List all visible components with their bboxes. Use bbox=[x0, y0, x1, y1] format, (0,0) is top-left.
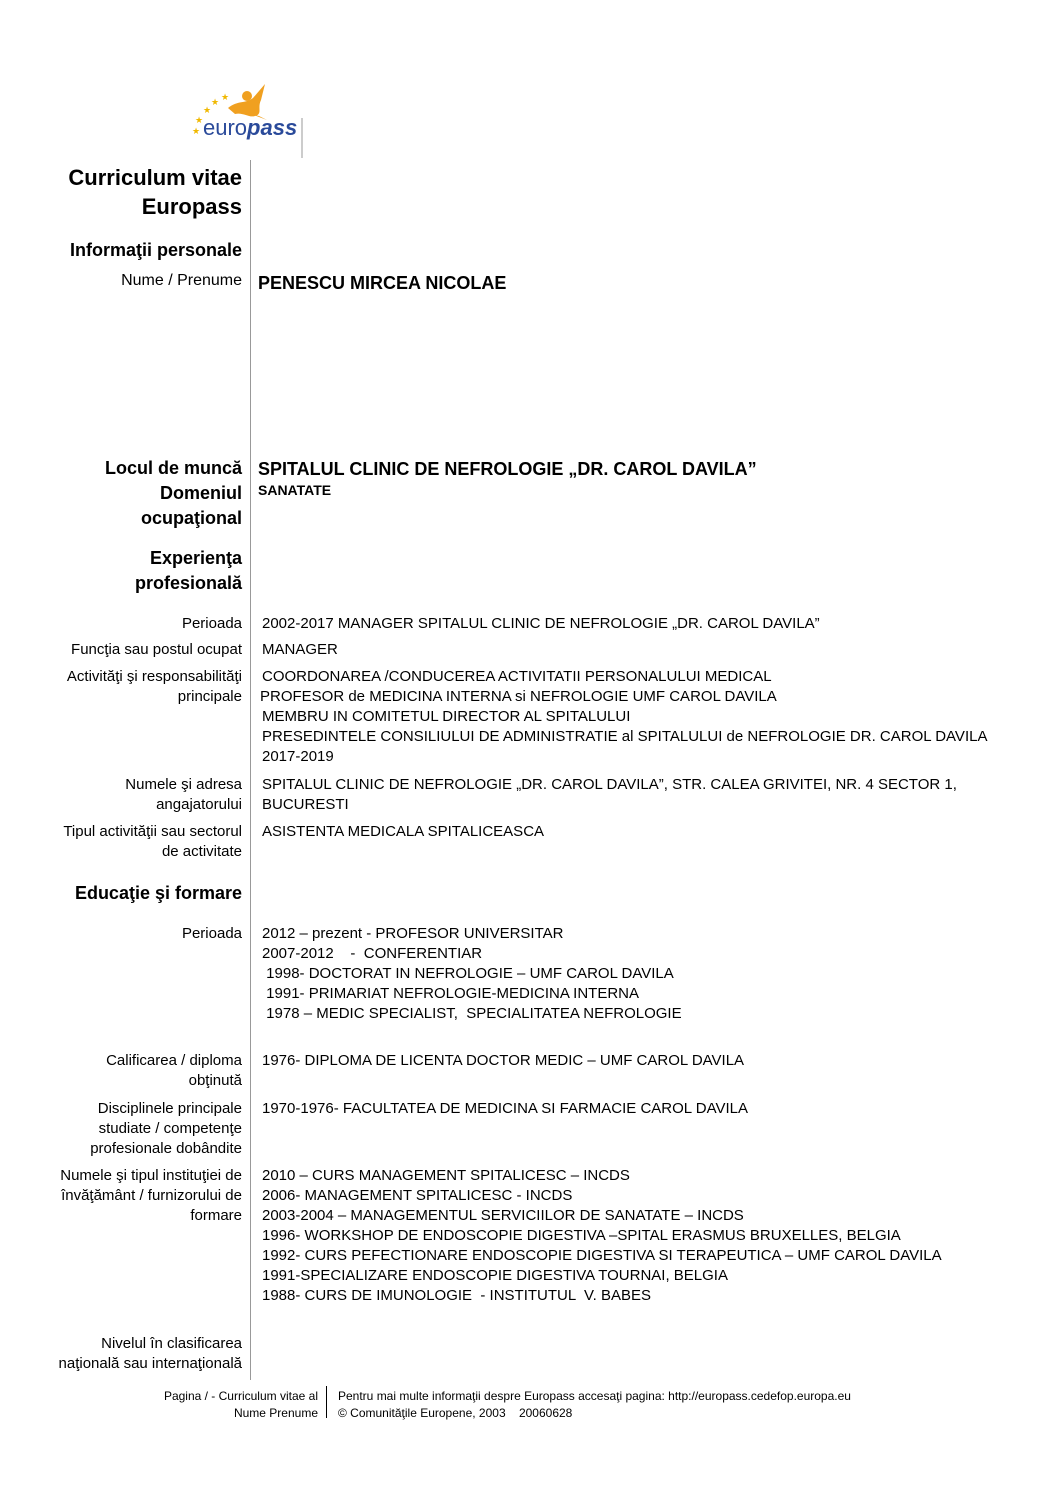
activities-label: Activităţi şi responsabilităţi principale bbox=[66, 668, 242, 705]
sector-value: ASISTENTA MEDICALA SPITALICEASCA bbox=[262, 823, 545, 840]
domain-value: SANATATE bbox=[258, 482, 332, 498]
cv-title: Curriculum vitae Europass bbox=[68, 165, 242, 219]
institutions-list bbox=[262, 1166, 942, 1306]
institution-label: Numele şi tipul instituţiei de învăţământ / furnizorului de formare bbox=[60, 1167, 242, 1224]
svg-text:★: ★ bbox=[211, 97, 220, 107]
list-item: 2010 – CURS MANAGEMENT SPITALICESC – INCDS bbox=[262, 1167, 630, 1184]
svg-text:★: ★ bbox=[192, 126, 201, 136]
workplace-label: Locul de muncă Domeniul ocupaţional bbox=[104, 458, 242, 528]
svg-text:★: ★ bbox=[221, 92, 230, 102]
list-item: 1978 – MEDIC SPECIALIST, SPECIALITATEA NEFROLOGIE bbox=[262, 1005, 682, 1022]
experience-period-label: Perioada bbox=[181, 615, 242, 632]
name-label: Nume / Prenume bbox=[121, 272, 242, 289]
qualification-label: Calificarea / diploma obţinută bbox=[106, 1052, 242, 1089]
education-periods bbox=[262, 924, 682, 1024]
section-experience: Experienţa profesională bbox=[134, 548, 242, 593]
list-item: 1996- WORKSHOP DE ENDOSCOPIE DIGESTIVA –SPITAL ERASMUS BRUXELLES, BELGIA bbox=[262, 1227, 901, 1244]
list-item: 2017-2019 bbox=[262, 748, 334, 765]
list-item: 1998- DOCTORAT IN NEFROLOGIE – UMF CAROL DAVILA bbox=[262, 965, 674, 982]
list-item: 1991-SPECIALIZARE ENDOSCOPIE DIGESTIVA TOURNAI, BELGIA bbox=[262, 1267, 728, 1284]
column-divider bbox=[250, 160, 251, 1380]
workplace-value: SPITALUL CLINIC DE NEFROLOGIE „DR. CAROL DAVILA” bbox=[258, 459, 757, 479]
list-item: MEMBRU IN COMITETUL DIRECTOR AL SPITALULUI bbox=[262, 708, 631, 725]
footer-divider bbox=[326, 1386, 327, 1418]
employer-value: SPITALUL CLINIC DE NEFROLOGIE „DR. CAROL DAVILA”, STR. CALEA GRIVITEI, NR. 4 SECTOR 1, BUCURESTI bbox=[262, 776, 957, 813]
function-value: MANAGER bbox=[262, 641, 338, 658]
disciplines-value: 1970-1976- FACULTATEA DE MEDICINA SI FARMACIE CAROL DAVILA bbox=[262, 1100, 748, 1117]
experience-period-value: 2002-2017 MANAGER SPITALUL CLINIC DE NEFROLOGIE „DR. CAROL DAVILA” bbox=[262, 615, 820, 632]
employer-label: Numele şi adresa angajatorului bbox=[125, 776, 242, 813]
list-item: 2007-2012 - CONFERENTIAR bbox=[262, 945, 483, 962]
list-item: 1988- CURS DE IMUNOLOGIE - INSTITUTUL V. BABES bbox=[262, 1287, 651, 1304]
europass-logo bbox=[183, 78, 308, 160]
qualification-value: 1976- DIPLOMA DE LICENTA DOCTOR MEDIC – UMF CAROL DAVILA bbox=[262, 1052, 745, 1069]
sector-label: Tipul activităţii sau sectorul de activitate bbox=[63, 823, 242, 860]
education-period-label: Perioada bbox=[181, 925, 242, 942]
footer-right: Pentru mai multe informaţii despre Europass accesaţi pagina: http://europass.cedefop.europa.eu © Comunităţile Europene, 2003 20060628 bbox=[338, 1389, 851, 1420]
function-label: Funcţia sau postul ocupat bbox=[71, 641, 242, 658]
section-personal-info: Informaţii personale bbox=[69, 240, 242, 260]
list-item: 2006- MANAGEMENT SPITALICESC - INCDS bbox=[262, 1187, 573, 1204]
list-item: 2003-2004 – MANAGEMENTUL SERVICIILOR DE SANATATE – INCDS bbox=[262, 1207, 744, 1224]
logo-text-euro: euro bbox=[203, 115, 248, 140]
name-value: PENESCU MIRCEA NICOLAE bbox=[258, 273, 507, 293]
level-label: Nivelul în clasificarea naţională sau internaţională bbox=[58, 1335, 242, 1372]
logo-text-pass: pass bbox=[247, 115, 298, 140]
list-item: 1991- PRIMARIAT NEFROLOGIE-MEDICINA INTERNA bbox=[262, 985, 640, 1002]
list-item: PRESEDINTELE CONSILIULUI DE ADMINISTRATIE al SPITALULUI de NEFROLOGIE DR. CAROL DAVILA bbox=[262, 728, 988, 745]
svg-text:★: ★ bbox=[195, 115, 204, 125]
disciplines-label: Disciplinele principale studiate / competenţe profesionale dobândite bbox=[90, 1100, 242, 1157]
list-item: PROFESOR de MEDICINA INTERNA si NEFROLOGIE UMF CAROL DAVILA bbox=[260, 688, 777, 705]
footer-left: Pagina / - Curriculum vitae al Nume Prenume bbox=[163, 1389, 318, 1420]
list-item: 1992- CURS PEFECTIONARE ENDOSCOPIE DIGESTIVA SI TERAPEUTICA – UMF CAROL DAVILA bbox=[262, 1247, 942, 1264]
svg-text:★: ★ bbox=[203, 105, 212, 115]
list-item: 2012 – prezent - PROFESOR UNIVERSITAR bbox=[262, 925, 564, 942]
section-education: Educaţie şi formare bbox=[74, 883, 242, 903]
list-item: COORDONAREA /CONDUCEREA ACTIVITATII PERSONALULUI MEDICAL bbox=[262, 668, 772, 685]
activities-list bbox=[262, 667, 987, 767]
